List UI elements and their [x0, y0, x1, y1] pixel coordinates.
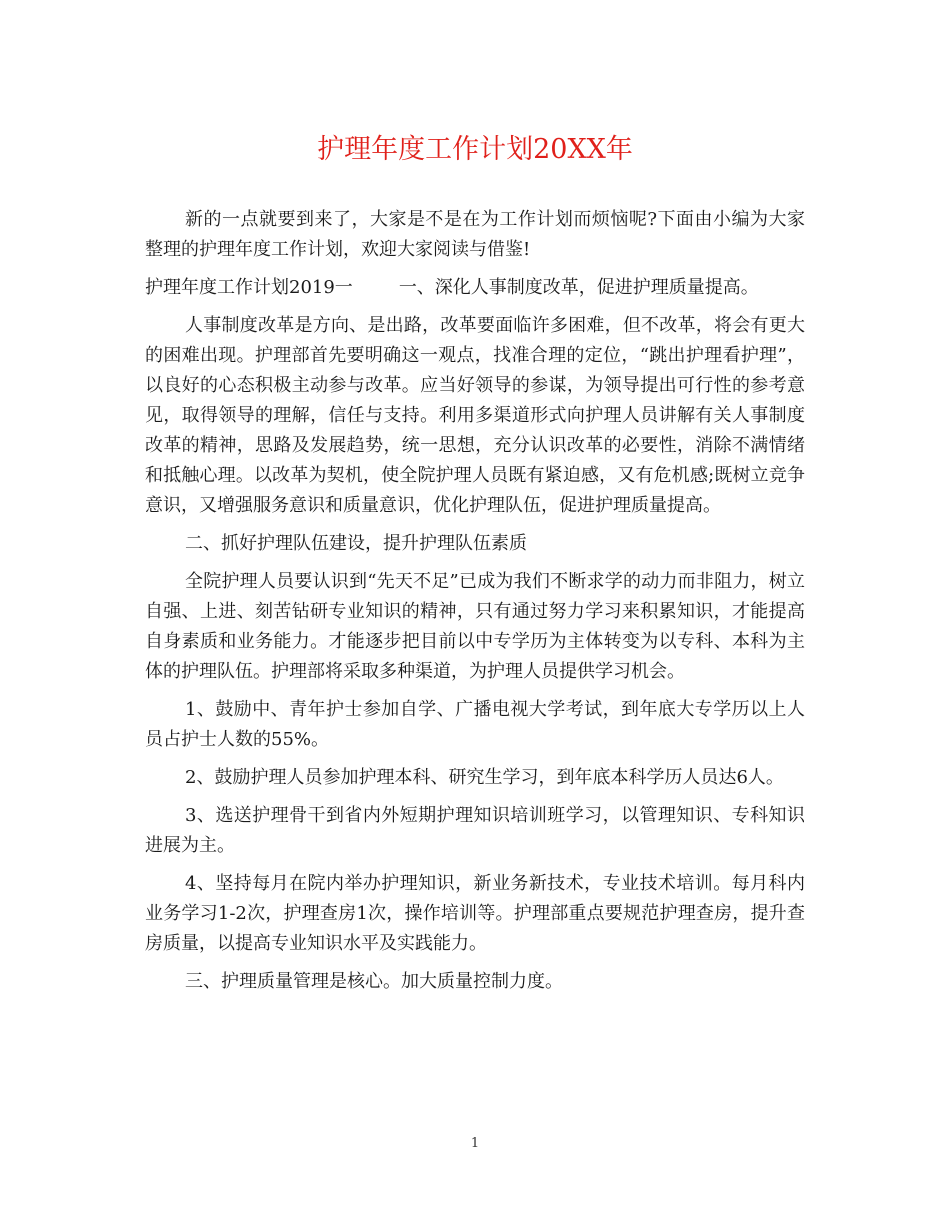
- section2-paragraph: 全院护理人员要认识到“先天不足”已成为我们不断求学的动力而非阻力，树立自强、上进、刻苦钻研专业知识的精神，只有通过努力学习来积累知识，才能提高自身素质和业务能力。才能逐步把目前以中专学历为主体转变为以专科、本科为主体的护理队伍。护理部将采取多种渠道，为护理人员提供学习机会。: [145, 571, 805, 682]
- section1-heading: 一、深化人事制度改革，促进护理质量提高。: [398, 277, 759, 298]
- list-item-2: 2、鼓励护理人员参加护理本科、研究生学习，到年底本科学历人员达6人。: [185, 767, 784, 788]
- list-item-1: 1、鼓励中、青年护士参加自学、广播电视大学考试，到年底大专学历以上人员占护士人数的55%。: [145, 699, 805, 750]
- page-number: 1: [470, 1136, 480, 1151]
- intro-paragraph: 新的一点就要到来了，大家是不是在为工作计划而烦恼呢?下面由小编为大家整理的护理年度工作计划，欢迎大家阅读与借鉴!: [145, 209, 805, 260]
- document-title: 护理年度工作计划20XX年: [317, 134, 633, 165]
- section3-heading: 三、护理质量管理是核心。加大质量控制力度。: [185, 971, 563, 992]
- section1-paragraph: 人事制度改革是方向、是出路，改革要面临许多困难，但不改革，将会有更大的困难出现。护理部首先要明确这一观点，找准合理的定位，“跳出护理看护理”，以良好的心态积极主动参与改革。应当好领导的参谋，为领导提出可行性的参考意见，取得领导的理解，信任与支持。利用多渠道形式向护理人员讲解有关人事制度改革的精神，思路及发展趋势，统一思想，充分认识改革的必要性，消除不满情绪和抵触心理。以改革为契机，使全院护理人员既有紧迫感，又有危机感;既树立竞争意识，又增强服务意识和质量意识，优化护理队伍，促进护理质量提高。: [145, 315, 805, 516]
- document-body: [145, 205, 805, 1005]
- list-item-4: 4、坚持每月在院内举办护理知识，新业务新技术，专业技术培训。每月科内业务学习1-2次，护理查房1次，操作培训等。护理部重点要规范护理查房，提升查房质量，以提高专业知识水平及实践能力。: [145, 873, 805, 954]
- section2-heading: 二、抓好护理队伍建设，提升护理队伍素质: [185, 533, 527, 554]
- list-item-3: 3、选送护理骨干到省内外短期护理知识培训班学习，以管理知识、专科知识进展为主。: [145, 805, 805, 856]
- plan-heading-line: [145, 273, 805, 303]
- plan-label: 护理年度工作计划2019一: [145, 277, 353, 298]
